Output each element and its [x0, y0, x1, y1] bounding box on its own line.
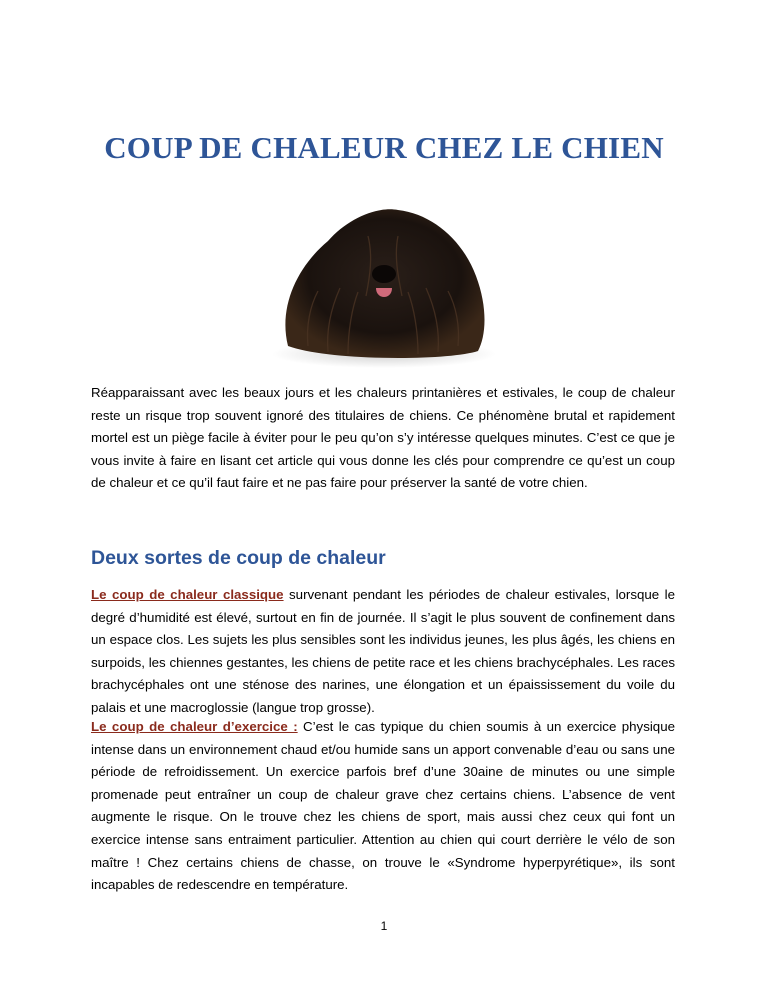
exercise-lead: Le coup de chaleur d’exercice : [91, 719, 298, 734]
dog-photo [248, 196, 520, 376]
classic-text: survenant pendant les périodes de chaleur estivales, lorsque le degré d’humidité est élevé, surtout en fin de journée. Il s’agit le plus souvent de confinement dans un espace clos. Les sujets les plus sensibles sont les individus jeunes, les plus âgés, les chiens en surpoids, les chiennes gestantes, les chiens de petite race et les chiens brachycéphales. Les races brachycéphales ont une sténose des narines, une élongation et un épaississement du voile du palais et une macroglossie (langue trop grosse). [91, 587, 675, 715]
classic-paragraph [91, 584, 675, 720]
exercise-text: C’est le cas typique du chien soumis à un exercice physique intense dans un environnement chaud et/ou humide sans un apport convenable d’eau ou sans une période de refroidissement. Un exercice parfois bref d’une 30aine de minutes ou une simple promenade peut entraîner un coup de chaleur grave chez certains chiens. L’absence de vent augmente le risque. On le trouve chez les chiens de sport, mais aussi chez ceux qui font un exercice intense sans entraiment particulier. Attention au chien qui court derrière le vélo de son maître ! Chez certains chiens de chasse, on trouve le «Syndrome hyperpyrétique», ils sont incapables de redescendre en température. [91, 719, 675, 893]
page-number: 1 [380, 919, 388, 933]
intro-paragraph: Réapparaissant avec les beaux jours et les chaleurs printanières et estivales, le coup de chaleur reste un risque trop souvent ignoré des titulaires de chiens. Ce phénomène brutal et rapidement mortel est un piège facile à éviter pour le peu qu’on s’y intéresse quelques minutes. C’est ce que je vous invite à faire en lisant cet article qui vous donne les clés pour comprendre ce qu’est un coup de chaleur et ce qu’il faut faire et ne pas faire pour préserver la santé de votre chien. [91, 385, 675, 491]
classic-lead: Le coup de chaleur classique [91, 587, 284, 602]
section-heading: Deux sortes de coup de chaleur [91, 547, 386, 569]
exercise-paragraph [91, 716, 675, 897]
page-title: COUP DE CHALEUR CHEZ LE CHIEN [104, 130, 664, 165]
